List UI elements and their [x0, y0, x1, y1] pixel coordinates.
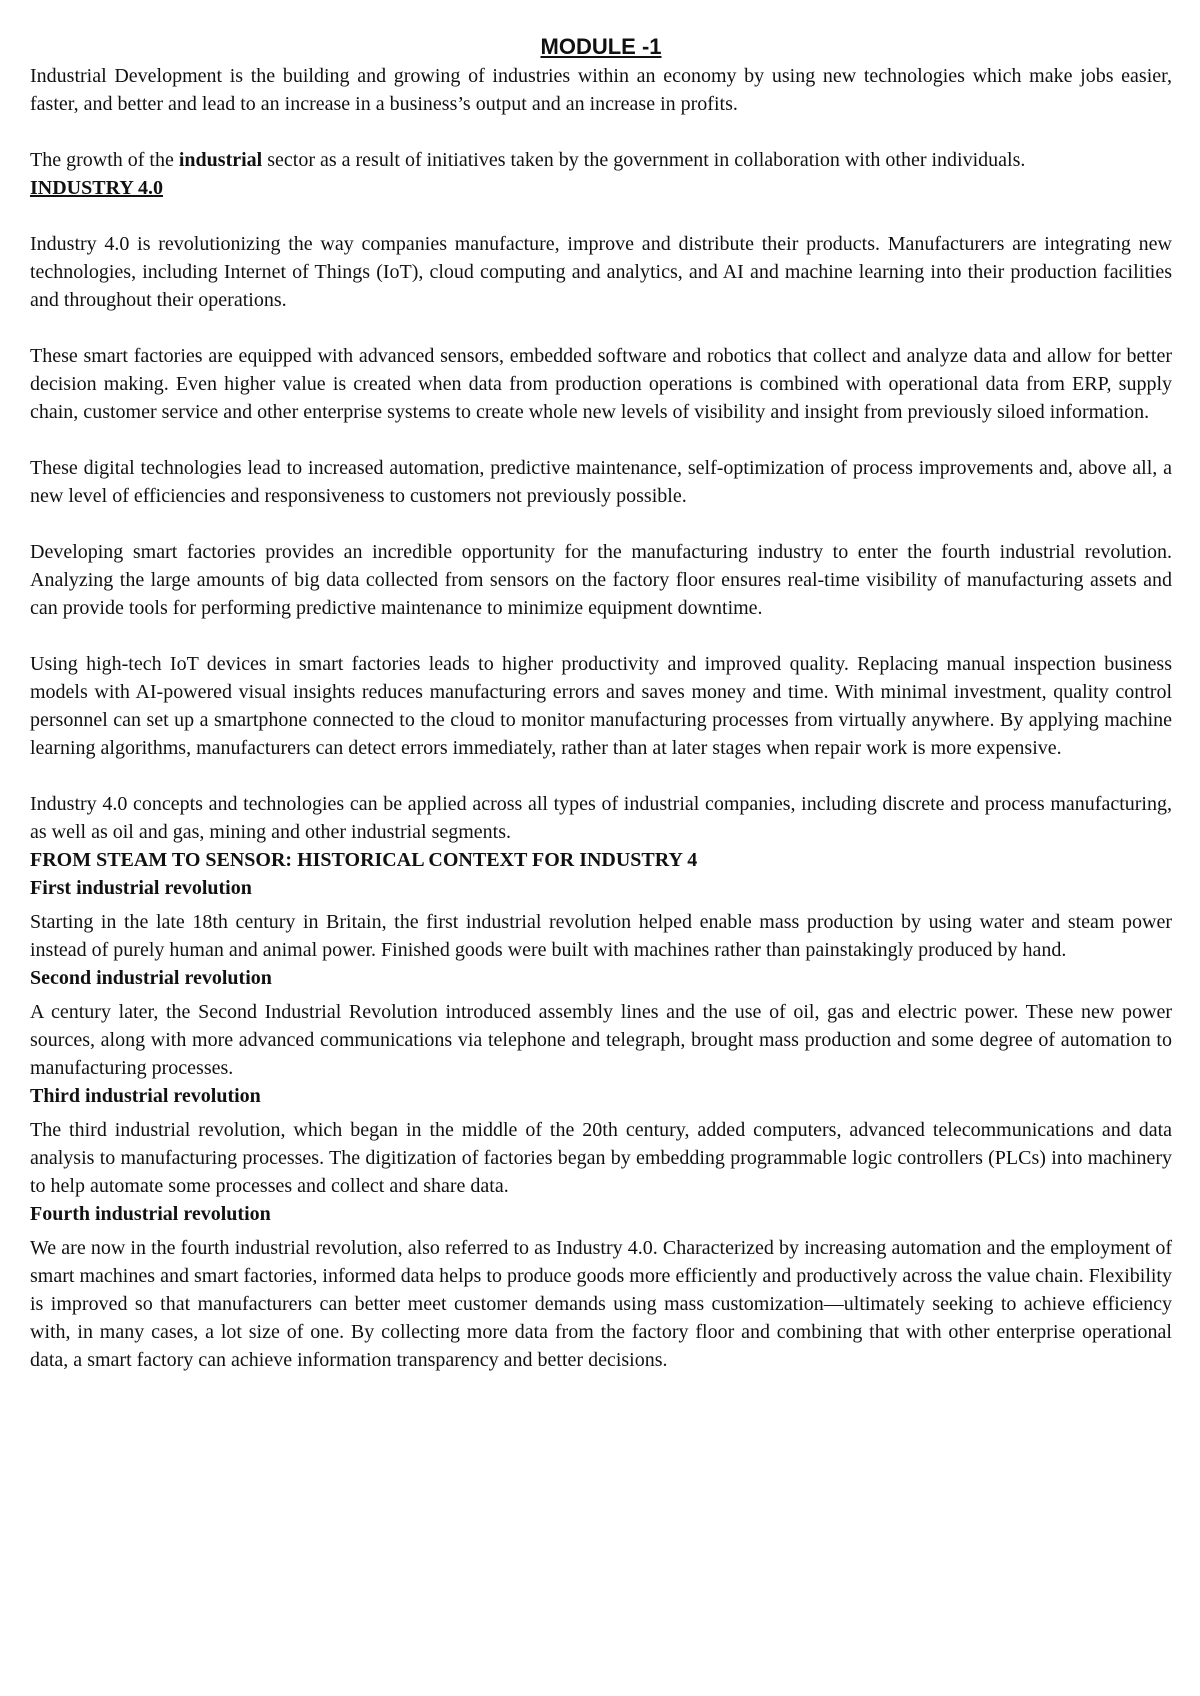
- industry40-heading: INDUSTRY 4.0: [30, 177, 164, 199]
- revolution-fourth: [30, 1200, 1172, 1374]
- intro-paragraph-2: [30, 146, 1172, 174]
- industry40-paragraph-1: Industry 4.0 is revolutionizing the way companies manufacture, improve and distribute their products. Manufacturers are integrating new technologies, including Internet of Things (IoT), cloud computing and analytics, and AI and machine learning into their production facilities and throughout their operations.: [30, 233, 1172, 311]
- module-title: MODULE -1: [540, 34, 662, 59]
- revolution-third: [30, 1082, 1172, 1200]
- intro-p2-bold: industrial: [178, 149, 263, 171]
- revolution-text: A century later, the Second Industrial Revolution introduced assembly lines and the use of oil, gas and electric power. These new power sources, along with more advanced communications via telephone and telegraph, brought mass production and some degree of automation to manufacturing processes.: [30, 1001, 1172, 1079]
- revolution-title: Second industrial revolution: [30, 967, 272, 989]
- industry40-paragraph-6: Industry 4.0 concepts and technologies can be applied across all types of industrial companies, including discrete and process manufacturing, as well as oil and gas, mining and other industrial segments.: [30, 793, 1172, 843]
- intro-paragraph-1: Industrial Development is the building and growing of industries within an economy by using new technologies which make jobs easier, faster, and better and lead to an increase in a business’s output and an increase in profits.: [30, 65, 1172, 115]
- revolution-title: Third industrial revolution: [30, 1085, 261, 1107]
- industry40-paragraph-2: These smart factories are equipped with advanced sensors, embedded software and robotics that collect and analyze data and allow for better decision making. Even higher value is created when data from production operations is combined with operational data from ERP, supply chain, customer service and other enterprise systems to create whole new levels of visibility and insight from previously siloed information.: [30, 345, 1172, 423]
- revolution-title: Fourth industrial revolution: [30, 1203, 271, 1225]
- document-page: [30, 32, 1172, 1374]
- revolution-first: [30, 874, 1172, 964]
- revolution-text: Starting in the late 18th century in Britain, the first industrial revolution helped enable mass production by using water and steam power instead of purely human and animal power. Finished goods were built with machines rather than painstakingly produced by hand.: [30, 911, 1172, 961]
- revolution-text: The third industrial revolution, which began in the middle of the 20th century, added computers, advanced telecommunications and data analysis to manufacturing processes. The digitization of factories began by embedding programmable logic controllers (PLCs) into machinery to help automate some processes and collect and share data.: [30, 1119, 1172, 1197]
- industry40-paragraph-3: These digital technologies lead to increased automation, predictive maintenance, self-optimization of process improvements and, above all, a new level of efficiencies and responsiveness to customers not previously possible.: [30, 457, 1172, 507]
- intro-p2-after: sector as a result of initiatives taken by the government in collaboration with other individuals.: [262, 149, 1026, 171]
- revolution-text: We are now in the fourth industrial revolution, also referred to as Industry 4.0. Characterized by increasing automation and the employment of smart machines and smart factories, informed data helps to produce goods more efficiently and productively across the value chain. Flexibility is improved so that manufacturers can better meet customer demands using mass customization—ultimately seeking to achieve efficiency with, in many cases, a lot size of one. By collecting more data from the factory floor and combining that with other enterprise operational data, a smart factory can achieve information transparency and better decisions.: [30, 1237, 1172, 1371]
- revolution-second: [30, 964, 1172, 1082]
- revolution-title: First industrial revolution: [30, 877, 252, 899]
- industry40-paragraph-5: Using high-tech IoT devices in smart factories leads to higher productivity and improved quality. Replacing manual inspection business models with AI-powered visual insights reduces manufacturing errors and saves money and time. With minimal investment, quality control personnel can set up a smartphone connected to the cloud to monitor manufacturing processes from virtually anywhere. By applying machine learning algorithms, manufacturers can detect errors immediately, rather than at later stages when repair work is more expensive.: [30, 653, 1172, 759]
- history-heading: FROM STEAM TO SENSOR: HISTORICAL CONTEXT FOR INDUSTRY 4: [30, 849, 698, 871]
- intro-p2-before: The growth of the: [30, 149, 179, 171]
- industry40-paragraph-4: Developing smart factories provides an incredible opportunity for the manufacturing industry to enter the fourth industrial revolution. Analyzing the large amounts of big data collected from sensors on the factory floor ensures real-time visibility of manufacturing assets and can provide tools for performing predictive maintenance to minimize equipment downtime.: [30, 541, 1172, 619]
